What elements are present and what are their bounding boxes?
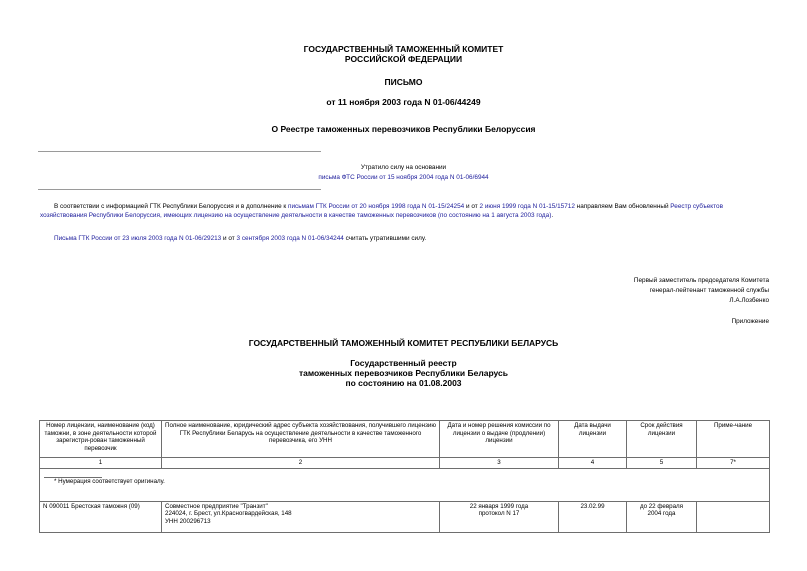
divider-top bbox=[38, 151, 321, 152]
p2-link-letter-july[interactable]: Письма ГТК России от 23 июля 2003 года N 01-06/29213 bbox=[54, 235, 222, 242]
p1-text-after: направляем Вам обновленный bbox=[574, 203, 671, 210]
p1-link-registry[interactable]: Реестр субъектов хозяйствования Республики Белоруссия, имеющих лицензию на осуществление деятельности в качестве таможенных перевозчиков (по состоянию на 1 августа 2003 года) bbox=[40, 203, 723, 219]
header-issue-date: Дата выдачи лицензии bbox=[559, 421, 627, 458]
table-column-numbers-row bbox=[40, 458, 770, 469]
table-header-row bbox=[40, 421, 770, 458]
row-entity bbox=[162, 501, 440, 532]
status-text: Утратило силу на основании bbox=[360, 164, 447, 171]
p2-text-end: считать утратившими силу. bbox=[343, 235, 427, 242]
col-number: 5 bbox=[627, 458, 697, 469]
col-number: 4 bbox=[559, 458, 627, 469]
table-footnote-row bbox=[40, 468, 770, 501]
body-paragraph-2 bbox=[54, 234, 769, 243]
p2-text-mid: и от bbox=[221, 235, 237, 242]
col-number: 1 bbox=[40, 458, 162, 469]
header-license-number: Номер лицензии, наименование (код) таможни, в зоне деятельности которой зарегистри-рован таможенный перевозчик bbox=[40, 421, 162, 458]
row-entity-unn: УНН 200296713 bbox=[165, 517, 211, 525]
p1-link-letter-1999[interactable]: 2 июня 1999 года N 01-15/15712 bbox=[479, 203, 575, 210]
registry-title-line2: таможенных перевозчиков Республики Беларусь bbox=[298, 368, 509, 378]
signature-line2: генерал-лейтенант таможенной службы bbox=[649, 287, 769, 294]
doc-subject: О Реестре таможенных перевозчиков Республики Белоруссия bbox=[271, 124, 536, 134]
registry-title-line3: по состоянию на 01.08.2003 bbox=[345, 378, 462, 388]
header-validity: Срок действия лицензии bbox=[627, 421, 697, 458]
col-number: 2 bbox=[162, 458, 440, 469]
row-decision-date: 22 января 1999 года bbox=[469, 502, 529, 510]
p1-text-end: . bbox=[551, 212, 554, 219]
p1-link-letter-1998[interactable]: письмам ГТК России от 20 ноября 1998 года N 01-15/24254 bbox=[287, 203, 465, 210]
doc-date: от 11 ноября 2003 года N 01-06/44249 bbox=[326, 97, 481, 107]
row-entity-name: Совместное предприятие "Транзит" bbox=[165, 502, 268, 510]
p1-text-start: В соответствии с информацией ГТК Республики Белоруссия и в дополнение к bbox=[54, 203, 288, 210]
appendix-label: Приложение bbox=[731, 318, 769, 325]
footnote: * Нумерация соответствует оригиналу. bbox=[40, 468, 770, 501]
divider-bottom bbox=[38, 189, 321, 190]
row-license: N 090011 Брестская таможня (09) bbox=[40, 501, 162, 532]
signature-name: Л.А.Лозбенко bbox=[729, 297, 769, 304]
org-name-line1: ГОСУДАРСТВЕННЫЙ ТАМОЖЕННЫЙ КОМИТЕТ bbox=[303, 44, 504, 54]
row-decision bbox=[440, 501, 559, 532]
registry-title-line1: Государственный реестр bbox=[350, 358, 457, 368]
row-note bbox=[697, 501, 770, 532]
row-validity-line1: до 22 февраля bbox=[639, 502, 684, 510]
row-validity bbox=[627, 501, 697, 532]
appendix-org: ГОСУДАРСТВЕННЫЙ ТАМОЖЕННЫЙ КОМИТЕТ РЕСПУБЛИКИ БЕЛАРУСЬ bbox=[248, 338, 559, 348]
row-issue-date: 23.02.99 bbox=[559, 501, 627, 532]
signature-line1: Первый заместитель председателя Комитета bbox=[633, 277, 769, 284]
col-number: 3 bbox=[440, 458, 559, 469]
footnote-divider bbox=[44, 477, 102, 478]
body-paragraph-1 bbox=[40, 202, 769, 220]
status-link[interactable]: письма ФТС России от 15 ноября 2004 года N 01-06/6944 bbox=[318, 174, 489, 181]
row-decision-protocol: протокол N 17 bbox=[478, 510, 520, 517]
registry-table bbox=[39, 420, 770, 533]
p1-text-mid: и от bbox=[464, 203, 480, 210]
col-number: 7* bbox=[697, 458, 770, 469]
p2-link-letter-september[interactable]: 3 сентября 2003 года N 01-06/34244 bbox=[236, 235, 344, 242]
row-entity-address: 224024, г. Брест, ул.Красногвардейская, 148 bbox=[165, 510, 292, 517]
row-validity-line2: 2004 года bbox=[647, 510, 676, 517]
table-row bbox=[40, 501, 770, 532]
org-name-line2: РОССИЙСКОЙ ФЕДЕРАЦИИ bbox=[344, 54, 463, 64]
header-decision: Дата и номер решения комиссии по лицензии о выдаче (продлении) лицензии bbox=[440, 421, 559, 458]
header-entity-name: Полное наименование, юридический адрес субъекта хозяйствования, получившего лицензию ГТК Республики Беларусь на осуществление деятельности в качестве таможенного перевозчика, его УНН bbox=[162, 421, 440, 458]
header-note: Приме-чание bbox=[697, 421, 770, 458]
doc-type: ПИСЬМО bbox=[384, 77, 423, 87]
